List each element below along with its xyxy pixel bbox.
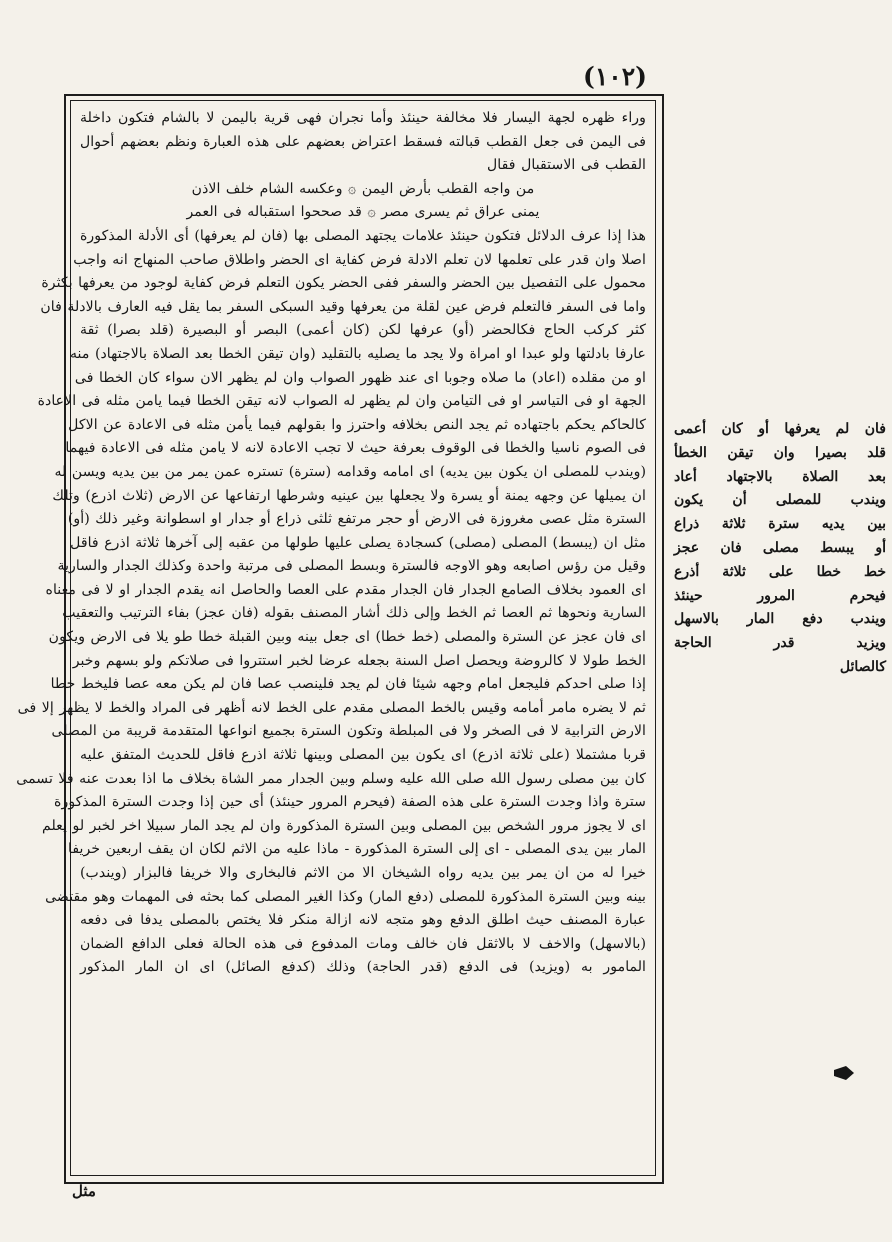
main-text-line: اى العمود بخلاف الصامع الجدار فان الجدار مقدم على العصا والحاصل انه يقدم الجدار او لا فى معناه <box>45 581 646 598</box>
margin-text-line: خط خطا على ثلاثة أذرع <box>674 563 886 580</box>
main-text-line: الارض الترابية لا فى الصخر ولا فى المبلطة وتكون السترة بجميع انواعها المتقدمة قريبة من المصلى <box>51 723 646 740</box>
main-text-block <box>16 107 646 1169</box>
main-text-line: محمول على التفصيل بين الحضر والسفر ففى الحضر يكون التعلم فرض كفاية لوجود من يعرفها بكثرة <box>41 275 646 292</box>
main-text-line: المار بين يدى المصلى - اى إلى السترة المذكورة - ماذا عليه من الاثم لكان ان يقف اربعين خريفا <box>68 841 646 858</box>
main-text-line: ان يميلها عن وجهه يمنة أو يسرة ولا يجعلها بين عينيه وشرطها ارتفاعها عن الارض (ثلاث اذرع) وتلك <box>52 487 646 504</box>
main-text-line: ثم لا يضره مامر أمامه وقيس بالخط المصلى مقدم على الخط لانه أظهر فى المراد والخط لا يظهر إلا فى <box>17 699 646 716</box>
main-text-line: اى لا يجوز مرور الشخص بين المصلى وبين السترة المذكورة وان لم يجد المار سبيلا اخر لخبر لو يعلم <box>42 817 646 834</box>
main-text-line: مثل ان (يبسط) المصلى (مصلى) كسجادة يصلى عليها طولها من عقبه إلى آخرها ثلاثة اذرع فاقل <box>70 534 646 551</box>
poem-verse: يمنى عراق ثم يسرى مصر ۞ قد صححوا استقباله فى العمر <box>186 204 540 221</box>
margin-text-line: فيحرم المرور حينئذ <box>674 587 886 604</box>
main-text-line: خيرا له من ان يمر بين يديه رواه الشيخان الا من الاثم فالبخارى والا خريفا فالبزار (ويندب) <box>80 865 646 881</box>
main-text-line: السارية ونحوها ثم العصا ثم الخط وإلى ذلك أشار المصنف بقوله (فان عجز) بفاء الترتيب والتعقيب <box>62 605 646 622</box>
main-text-line: كثر كركب الحاج فكالحضر (أو) عرفها لكن (كان أعمى) البصر أو البصيرة (قلد بصرا) ثقة <box>80 322 646 339</box>
margin-text-line: قلد بصيرا وان تيقن الخطأ <box>674 444 886 461</box>
margin-text-line: كالصائل <box>839 658 886 675</box>
main-text-line: فى اليمن فى جعل القطب قبالته فسقط اعتراض بعضهم على هذه العبارة ونظم بعضهم أحوال <box>80 133 646 150</box>
page-number: (١٠٢) <box>583 62 647 91</box>
main-text-line: كالحاكم يحكم باجتهاده ثم يجد النص بخلافه واحترز وا بقولهم فيما يأمن مثله فى الاعادة عن الاكل <box>68 416 646 433</box>
pointer-hand-icon <box>832 1062 856 1084</box>
main-text-line: (بالاسهل) والاخف لا بالاثقل فان خالف ومات المدفوع فى هذه الحالة فعلى الدافع الضمان <box>80 935 646 952</box>
main-text-line: القطب فى الاستقبال فقال <box>486 157 646 174</box>
main-text-line: الخط طولا لا كالروضة ويحصل اصل السنة بجعله عرضا لخبر استتروا فى صلاتكم ولو بسهم وخبر <box>72 652 646 669</box>
margin-text-line: ويندب للمصلى أن يكون <box>674 492 886 509</box>
margin-text-line: بين يديه سترة ثلاثة ذراع <box>674 516 886 533</box>
main-text-line: واما فى السفر فالتعلم فرض عين لقلة من يعرفها وقيد السبكى السفر بما يقل فيه العارف بالادلة فان <box>40 298 646 315</box>
main-text-line: اى فان عجز عن السترة والمصلى (خط خطا) اى جعل بينه وبين القبلة خطا طو يلا فى الارض ويكون <box>48 629 646 646</box>
margin-matn-text <box>674 418 886 680</box>
main-text-line: اصلا وان قدر على تعلمها لان تعلم الادلة فرض كفاية اى الحضر واطلاق صاحب المنهاج انه واجب <box>73 251 646 268</box>
main-text-line: عبارة المصنف حيث اطلق الدفع وهو متجه لانه ازالة منكر فلا يختص بالمصلى يدفا فى دفعه <box>80 912 646 929</box>
main-text-line: المامور به (ويزيد) فى الدفع (قدر الحاجة) وذلك (كدفع الصائل) اى ان المار المذكور <box>80 959 646 976</box>
margin-text-line: ويندب دفع المار بالاسهل <box>674 611 886 628</box>
margin-text-line: أو يبسط مصلى فان عجز <box>674 539 886 556</box>
main-text-line: الجهة او فى التياسر او فى التيامن وان لم يظهر له الصواب لانه تيقن الخطا فيما يامن مثله فى الاعادة <box>37 393 646 410</box>
main-text-line: وقيل من رؤس اصابعه وهو الاوجه فالسترة وبسط المصلى فى مرتبة واحدة وكذلك الجدار والسارية <box>57 558 646 575</box>
poem-verse: من واجه القطب بأرض اليمن ۞ وعكسه الشام خلف الاذن <box>191 180 535 197</box>
margin-text-line: ويزيد قدر الحاجة <box>674 635 886 652</box>
main-text-line: فى الصوم ناسيا والخطا فى الوقوف بعرفة حيث لا تجب الاعادة لانه لا يامن مثله فى الاعادة فيهما <box>65 440 646 457</box>
main-text-line: عارفا بادلتها ولو عبدا او امراة ولا يجد ما يصليه بالتقليد (وان تيقن الخطا بعد الصلاة بالاجتهاد) منه <box>69 345 646 362</box>
main-text-line: قربا مشتملا (على ثلاثة اذرع) اى يكون بين المصلى وبينها ثلاثة اذرع فاقل للحديث المتفق عليه <box>80 747 646 764</box>
main-text-line: كان بين مصلى رسول الله صلى الله عليه وسلم وبين الجدار ممر الشاة بخلاف ما اذا بعدت عنه فلا تسمى <box>16 770 646 787</box>
main-text-line: (ويندب للمصلى ان يكون بين يديه) اى امامه وقدامه (سترة) تستره عمن يمر من بين يديه ويسن له <box>54 463 646 480</box>
margin-text-line: بعد الصلاة بالاجتهاد أعاد <box>674 468 886 485</box>
main-text-line: السترة مثل عصى مغروزة فى الارض أو حجر مرتفع ثلثى ذراع أو جدار او اسطوانة وغير ذلك (أو) <box>67 511 646 528</box>
main-text-line: هذا إذا عرف الدلائل فتكون حينئذ علامات يجتهد المصلى بها (فان لم يعرفها) أى الأدلة المذكورة <box>80 227 646 244</box>
main-text-line: سترة واذا وجدت السترة على هذه الصفة (فيحرم المرور حينئذ) أى حين إذا وجدت السترة المذكورة <box>54 794 646 811</box>
main-text-line: إذا صلى احدكم فليجعل امام وجهه شيئا فان لم يجد فلينصب عصا فان لم يكن معه عصا فليخط خطا <box>50 676 646 693</box>
main-text-line: بينه وبين السترة المذكورة للمصلى (دفع المار) وكذا الغير المصلى كما بحثه فى المهمات وهو مقتضى <box>45 888 646 905</box>
catchword: مثل <box>72 1182 96 1200</box>
main-text-line: او من مقلده (اعاد) ما صلاه وجوبا اى عند ظهور الصواب وان لم يظهر الان سواء كان الخطا فى <box>74 369 646 386</box>
main-text-line: وراء ظهره لجهة اليسار فلا مخالفة حينئذ وأما نجران فهى قرية باليمن لا بالشام فتكون داخلة <box>80 110 646 126</box>
margin-text-line: فان لم يعرفها أو كان أعمى <box>674 421 886 437</box>
